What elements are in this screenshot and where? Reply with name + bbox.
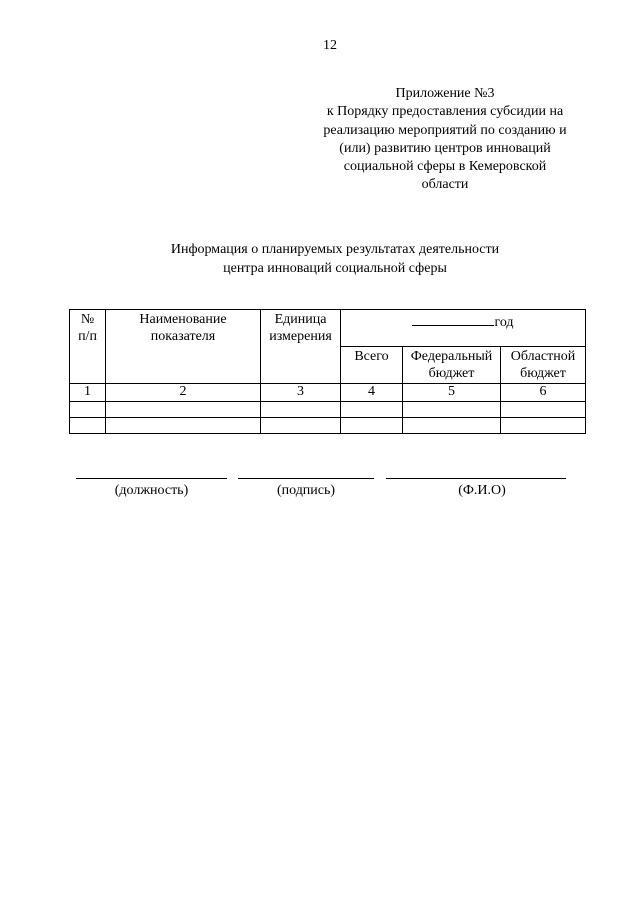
header-unit (261, 310, 341, 384)
year-label: год (494, 315, 514, 330)
header-text: измерения (269, 328, 332, 344)
table-row (70, 401, 586, 417)
header-regional-budget (501, 347, 586, 384)
header-text: № (80, 312, 95, 327)
header-text: показателя (150, 328, 216, 344)
table-cell[interactable] (501, 401, 586, 417)
table-cell[interactable] (70, 417, 106, 433)
table-cell[interactable] (106, 417, 261, 433)
signature-line[interactable] (238, 478, 374, 479)
header-indicator-name (106, 310, 261, 384)
table-cell[interactable] (261, 401, 341, 417)
appendix-line: социальной сферы в Кемеровской (343, 159, 547, 175)
header-number (70, 310, 106, 384)
position-signature-line[interactable] (76, 478, 227, 479)
column-number: 6 (501, 384, 586, 402)
title-line: Информация о планируемых результатах деятельности (170, 242, 500, 257)
table-row (70, 417, 586, 433)
table-cell[interactable] (341, 401, 403, 417)
page-number: 12 (323, 38, 337, 53)
table-cell[interactable] (403, 417, 501, 433)
header-text: бюджет (428, 365, 475, 381)
full-name-signature-line[interactable] (386, 478, 566, 479)
signature-label: (подпись) (276, 483, 336, 498)
table-cell[interactable] (106, 401, 261, 417)
header-text: Всего (354, 349, 389, 364)
header-text: Областной (510, 349, 576, 364)
header-text: бюджет (520, 365, 566, 381)
column-number: 3 (261, 384, 341, 402)
full-name-label: (Ф.И.О) (458, 483, 506, 498)
table-cell[interactable] (70, 401, 106, 417)
column-number-row (70, 384, 586, 402)
column-number: 1 (70, 384, 106, 402)
table-cell[interactable] (501, 417, 586, 433)
table-cell[interactable] (261, 417, 341, 433)
table-cell[interactable] (403, 401, 501, 417)
column-number: 2 (106, 384, 261, 402)
position-label: (должность) (114, 483, 189, 498)
header-federal-budget (403, 347, 501, 384)
header-text: Единица (274, 312, 327, 327)
title-line: центра инноваций социальной сферы (223, 260, 447, 276)
appendix-line: реализацию мероприятий по созданию и (323, 122, 567, 138)
column-number: 4 (341, 384, 403, 402)
results-table (69, 309, 586, 434)
document-title (95, 241, 575, 278)
appendix-header (305, 85, 585, 195)
appendix-line: Приложение №3 (395, 86, 495, 101)
year-blank[interactable] (412, 312, 494, 326)
column-number: 5 (403, 384, 501, 402)
table-cell[interactable] (341, 417, 403, 433)
header-text: п/п (78, 328, 97, 344)
appendix-line: к Порядку предоставления субсидии на (326, 104, 564, 120)
header-total (341, 347, 403, 384)
appendix-line: (или) развитию центров инноваций (339, 140, 551, 156)
header-text: Наименование (139, 312, 227, 327)
appendix-line: области (421, 177, 469, 193)
header-year (341, 310, 586, 347)
header-text: Федеральный (410, 349, 493, 364)
